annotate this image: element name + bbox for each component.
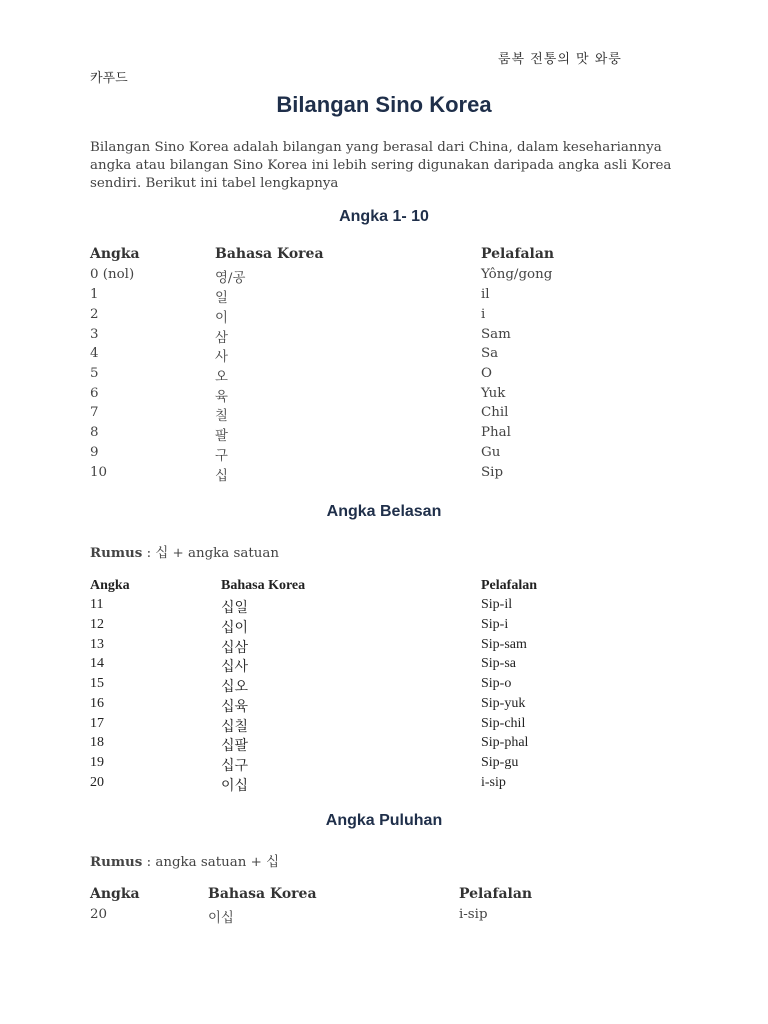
cell-bahasa-korea: 일 bbox=[215, 291, 228, 306]
table-header-row bbox=[0, 578, 768, 598]
rumus-puluhan bbox=[90, 851, 279, 870]
cell-angka: 10 bbox=[90, 465, 108, 480]
cell-bahasa-korea: 십 bbox=[215, 469, 228, 484]
header-bahasa-korea: Bahasa Korea bbox=[221, 578, 306, 593]
cell-bahasa-korea: 십육 bbox=[221, 700, 249, 715]
header-pelafalan: Pelafalan bbox=[459, 886, 533, 902]
cell-angka: 16 bbox=[90, 696, 104, 711]
cell-angka: 20 bbox=[90, 907, 108, 922]
table-row bbox=[0, 366, 768, 386]
table-row bbox=[0, 425, 768, 445]
cell-bahasa-korea: 구 bbox=[215, 449, 228, 464]
table-row bbox=[0, 346, 768, 366]
cell-pelafalan: Gu bbox=[481, 445, 501, 460]
cell-pelafalan: Sip-sam bbox=[481, 637, 527, 652]
cell-angka: 20 bbox=[90, 775, 104, 790]
cell-angka: 3 bbox=[90, 327, 99, 342]
cell-bahasa-korea: 십일 bbox=[221, 601, 249, 616]
cell-pelafalan: Sip-phal bbox=[481, 735, 529, 750]
cell-bahasa-korea: 이십 bbox=[208, 911, 234, 926]
table-row bbox=[0, 716, 768, 736]
cell-pelafalan: Sip bbox=[481, 465, 504, 480]
table-header-row bbox=[0, 886, 768, 906]
table-row bbox=[0, 775, 768, 795]
cell-bahasa-korea: 이십 bbox=[221, 779, 249, 794]
cell-pelafalan: i-sip bbox=[459, 907, 488, 922]
cell-angka: 8 bbox=[90, 425, 99, 440]
cell-pelafalan: Yông/gong bbox=[481, 267, 553, 282]
table-row bbox=[0, 267, 768, 287]
header-bahasa-korea: Bahasa Korea bbox=[208, 886, 317, 902]
header-right-text: 룸복 전통의 맛 와룽 bbox=[498, 52, 622, 67]
cell-angka: 6 bbox=[90, 386, 99, 401]
header-bahasa-korea: Bahasa Korea bbox=[215, 246, 324, 262]
cell-angka: 15 bbox=[90, 676, 104, 691]
cell-bahasa-korea: 오 bbox=[215, 370, 228, 385]
table-row bbox=[0, 755, 768, 775]
rumus-belasan bbox=[90, 542, 279, 561]
table-header-row bbox=[0, 246, 768, 266]
table-row bbox=[0, 696, 768, 716]
header-angka: Angka bbox=[90, 886, 140, 902]
rumus-label: Rumus bbox=[90, 545, 143, 561]
table-row bbox=[0, 445, 768, 465]
cell-pelafalan: Sip-yuk bbox=[481, 696, 526, 711]
section-title-1-10: Angka 1- 10 bbox=[339, 208, 429, 225]
header-pelafalan: Pelafalan bbox=[481, 246, 555, 262]
intro-paragraph: Bilangan Sino Korea adalah bilangan yang berasal dari China, dalam kesehariannya angka atau bilangan Sino Korea ini lebih sering digunakan daripada angka asli Korea sendiri. Berikut ini tabel lengkapnya bbox=[90, 140, 672, 191]
cell-pelafalan: O bbox=[481, 366, 492, 381]
cell-angka: 0 (nol) bbox=[90, 267, 135, 282]
header-pelafalan: Pelafalan bbox=[481, 578, 537, 593]
cell-pelafalan: Sam bbox=[481, 327, 511, 342]
cell-bahasa-korea: 십칠 bbox=[221, 720, 249, 735]
cell-pelafalan: Sip-gu bbox=[481, 755, 519, 770]
table-row bbox=[0, 637, 768, 657]
table-row bbox=[0, 597, 768, 617]
page-title: Bilangan Sino Korea bbox=[276, 92, 492, 117]
cell-pelafalan: Sip-il bbox=[481, 597, 513, 612]
cell-bahasa-korea: 십구 bbox=[221, 759, 249, 774]
table-row bbox=[0, 465, 768, 485]
cell-angka: 9 bbox=[90, 445, 99, 460]
header-left-text: 카푸드 bbox=[90, 71, 128, 86]
cell-angka: 12 bbox=[90, 617, 104, 632]
cell-angka: 19 bbox=[90, 755, 104, 770]
cell-angka: 13 bbox=[90, 637, 104, 652]
header-angka: Angka bbox=[90, 578, 130, 593]
section-title-puluhan: Angka Puluhan bbox=[325, 812, 443, 829]
cell-bahasa-korea: 이 bbox=[215, 311, 228, 326]
cell-pelafalan: Sip-chil bbox=[481, 716, 526, 731]
table-row bbox=[0, 617, 768, 637]
table-row bbox=[0, 676, 768, 696]
rumus-text: : angka satuan + 십 bbox=[142, 855, 280, 870]
cell-bahasa-korea: 십팔 bbox=[221, 739, 249, 754]
table-row bbox=[0, 386, 768, 406]
cell-pelafalan: Sip-o bbox=[481, 676, 512, 691]
cell-angka: 1 bbox=[90, 287, 99, 302]
table-row bbox=[0, 405, 768, 425]
cell-bahasa-korea: 십이 bbox=[221, 621, 249, 636]
cell-bahasa-korea: 삼 bbox=[215, 331, 228, 346]
cell-bahasa-korea: 십오 bbox=[221, 680, 249, 695]
cell-pelafalan: Yuk bbox=[481, 386, 506, 401]
cell-angka: 5 bbox=[90, 366, 99, 381]
cell-pelafalan: Sip-sa bbox=[481, 656, 516, 671]
cell-angka: 7 bbox=[90, 405, 99, 420]
table-row bbox=[0, 287, 768, 307]
cell-pelafalan: i-sip bbox=[481, 775, 506, 790]
cell-angka: 11 bbox=[90, 597, 104, 612]
cell-bahasa-korea: 십삼 bbox=[221, 641, 249, 656]
table-row bbox=[0, 907, 768, 927]
rumus-text: : 십 + angka satuan bbox=[142, 546, 280, 561]
cell-angka: 14 bbox=[90, 656, 104, 671]
rumus-label: Rumus bbox=[90, 854, 143, 870]
cell-bahasa-korea: 영/공 bbox=[215, 271, 246, 286]
cell-bahasa-korea: 십사 bbox=[221, 660, 249, 675]
cell-angka: 18 bbox=[90, 735, 104, 750]
cell-angka: 17 bbox=[90, 716, 104, 731]
cell-angka: 4 bbox=[90, 346, 99, 361]
table-row bbox=[0, 735, 768, 755]
header-angka: Angka bbox=[90, 246, 140, 262]
cell-bahasa-korea: 팔 bbox=[215, 429, 228, 444]
cell-angka: 2 bbox=[90, 307, 99, 322]
table-row bbox=[0, 327, 768, 347]
section-title-belasan: Angka Belasan bbox=[326, 503, 442, 520]
cell-bahasa-korea: 육 bbox=[215, 390, 228, 405]
cell-bahasa-korea: 칠 bbox=[215, 409, 228, 424]
cell-pelafalan: Phal bbox=[481, 425, 511, 440]
cell-bahasa-korea: 사 bbox=[215, 350, 228, 365]
table-row bbox=[0, 307, 768, 327]
cell-pelafalan: Chil bbox=[481, 405, 509, 420]
cell-pelafalan: Sa bbox=[481, 346, 499, 361]
cell-pelafalan: Sip-i bbox=[481, 617, 509, 632]
cell-pelafalan: il bbox=[481, 287, 490, 302]
table-row bbox=[0, 656, 768, 676]
cell-pelafalan: i bbox=[481, 307, 486, 322]
